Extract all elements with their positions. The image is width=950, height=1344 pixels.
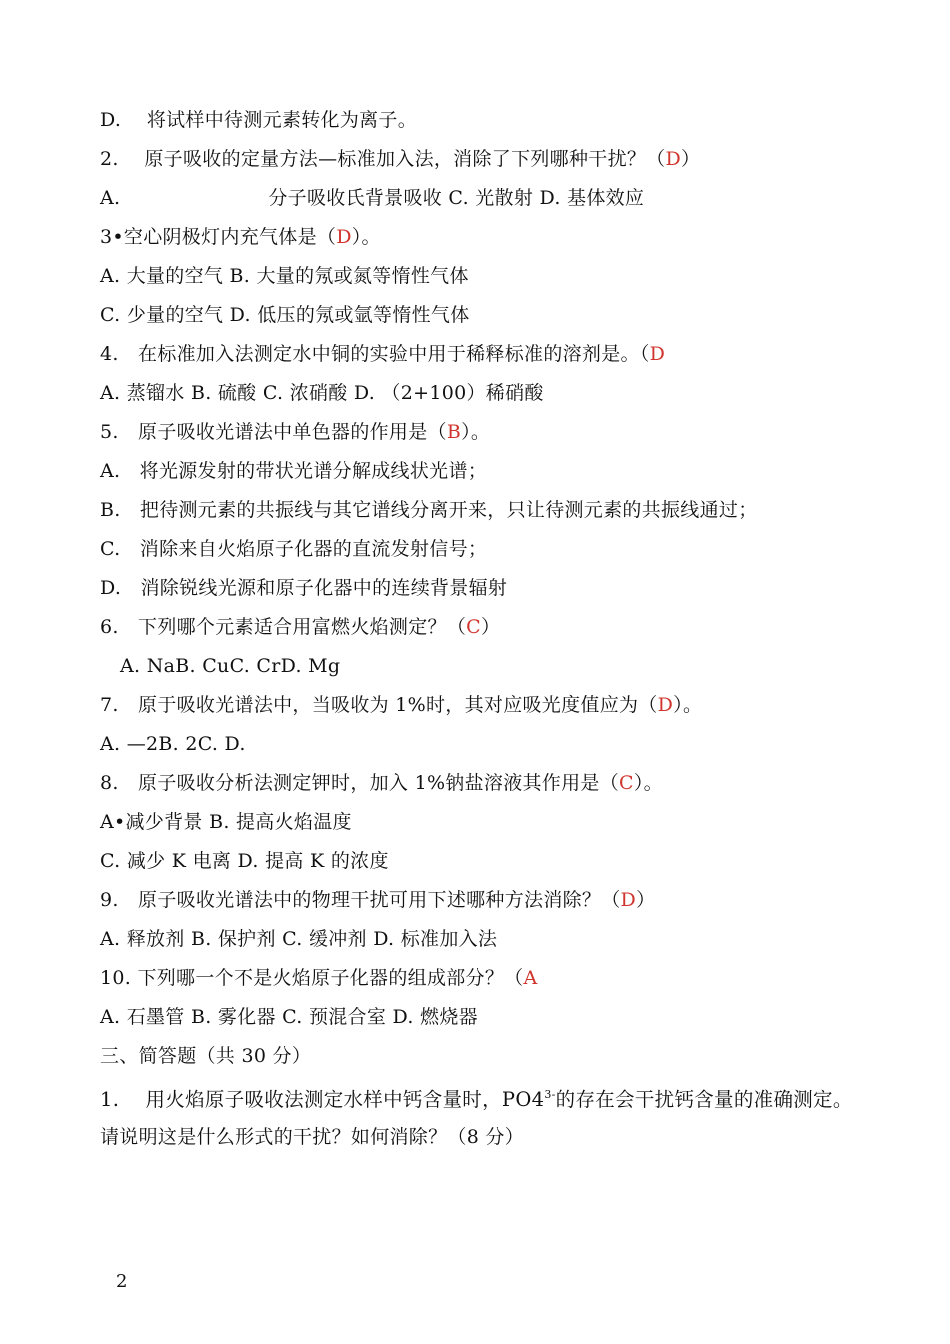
option-text: D. 消除锐线光源和原子化器中的连续背景辐射 — [100, 577, 508, 599]
question-text-end: ） — [480, 616, 501, 638]
question-text: 4. 在标准加入法测定水中铜的实验中用于稀释标准的溶剂是。（ — [100, 343, 650, 365]
question-text: 7. 原于吸收光谱法中，当吸收为 1%时，其对应吸光度值应为（ — [100, 694, 658, 716]
option-line — [100, 810, 352, 834]
question-text: 请说明这是什么形式的干扰？如何消除？（8 分） — [100, 1126, 525, 1148]
question-text: 10. 下列哪一个不是火焰原子化器的组成部分？（ — [100, 967, 524, 989]
question-text: 1. 用火焰原子吸收法测定水样中钙含量时，PO4 — [100, 1088, 545, 1111]
option-line — [100, 927, 497, 951]
option-line — [100, 186, 644, 210]
option-text: A•减少背景 B. 提高火焰温度 — [100, 811, 352, 833]
answer-mark: D — [336, 226, 352, 248]
option-line — [100, 849, 389, 873]
option-text: C. 减少 K 电离 D. 提高 K 的浓度 — [100, 850, 389, 872]
question-text-end: ） — [636, 889, 656, 911]
answer-mark: B — [446, 421, 462, 443]
question-text-end: ）。 — [351, 226, 381, 248]
option-label: A. — [100, 187, 121, 209]
answer-mark: D — [620, 889, 637, 911]
short-answer-question-1-cont — [100, 1125, 524, 1149]
option-text: A. —2B. 2C. D. — [100, 733, 246, 755]
option-line — [100, 264, 469, 288]
option-text: A. 蒸镏水 B. 硫酸 C. 浓硝酸 D. （2+100）稀硝酸 — [100, 382, 544, 404]
answer-mark: C — [466, 616, 481, 638]
option-line — [100, 381, 544, 405]
option-text: D. 将试样中待测元素转化为离子。 — [100, 109, 418, 131]
page-number: 2 — [116, 1271, 128, 1292]
question-7 — [100, 693, 702, 717]
option-text: C. 消除来自火焰原子化器的直流发射信号； — [100, 538, 488, 560]
question-5 — [100, 420, 490, 444]
option-line — [100, 459, 487, 483]
question-10 — [100, 966, 538, 990]
option-line — [100, 732, 246, 756]
question-text: 9. 原子吸收光谱法中的物理干扰可用下述哪种方法消除？（ — [100, 889, 621, 911]
option-text: A. 释放剂 B. 保护剂 C. 缓冲剂 D. 标准加入法 — [100, 928, 498, 950]
option-line — [100, 498, 758, 522]
option-text: A. 石墨管 B. 雾化器 C. 预混合室 D. 燃烧器 — [100, 1006, 478, 1028]
question-3 — [100, 225, 381, 249]
option-text: C. 少量的空气 D. 低压的氖或氩等惰性气体 — [100, 304, 470, 326]
question-2 — [100, 147, 700, 171]
option-text: A. 将光源发射的带状光谱分解成线状光谱； — [100, 460, 488, 482]
superscript-charge: 3- — [544, 1088, 556, 1101]
answer-mark: D — [649, 343, 666, 365]
question-text-end: ）。 — [633, 772, 663, 794]
option-line — [100, 1005, 478, 1029]
question-text: 6. 下列哪个元素适合用富燃火焰测定？（ — [100, 616, 467, 638]
section-heading — [100, 1044, 311, 1068]
question-text: 3•空心阴极灯内充气体是（ — [100, 226, 337, 248]
option-line — [120, 654, 340, 678]
question-text-end: ）。 — [673, 694, 703, 716]
question-4 — [100, 342, 665, 366]
question-text: 5. 原子吸收光谱法中单色器的作用是（ — [100, 421, 447, 443]
option-line — [100, 303, 470, 327]
question-8 — [100, 771, 663, 795]
option-text: B. 把待测元素的共振线与其它谱线分离开来，只让待测元素的共振线通过； — [100, 499, 758, 521]
option-line — [100, 108, 417, 132]
answer-mark: C — [619, 772, 634, 794]
option-text: 分子吸收氏背景吸收 C. 光散射 D. 基体效应 — [268, 187, 645, 209]
question-6 — [100, 615, 500, 639]
option-line — [100, 537, 487, 561]
option-text: A. 大量的空气 B. 大量的氖或氮等惰性气体 — [100, 265, 469, 287]
question-text-end: ） — [681, 148, 701, 170]
question-9 — [100, 888, 655, 912]
section-title: 三、简答题（共 30 分） — [100, 1045, 312, 1067]
option-line — [100, 576, 507, 600]
short-answer-question-1 — [100, 1083, 853, 1112]
question-text: 2. 原子吸收的定量方法—标准加入法，消除了下列哪种干扰？（ — [100, 148, 666, 170]
answer-mark: A — [523, 967, 538, 989]
answer-mark: D — [665, 148, 682, 170]
answer-mark: D — [657, 694, 674, 716]
question-text-end: ）。 — [461, 421, 491, 443]
option-text: A. NaB. CuC. CrD. Mg — [120, 655, 341, 677]
question-text-end: 的存在会干扰钙含量的准确测定。 — [555, 1088, 853, 1111]
question-text: 8. 原子吸收分析法测定钾时，加入 1%钠盐溶液其作用是（ — [100, 772, 620, 794]
